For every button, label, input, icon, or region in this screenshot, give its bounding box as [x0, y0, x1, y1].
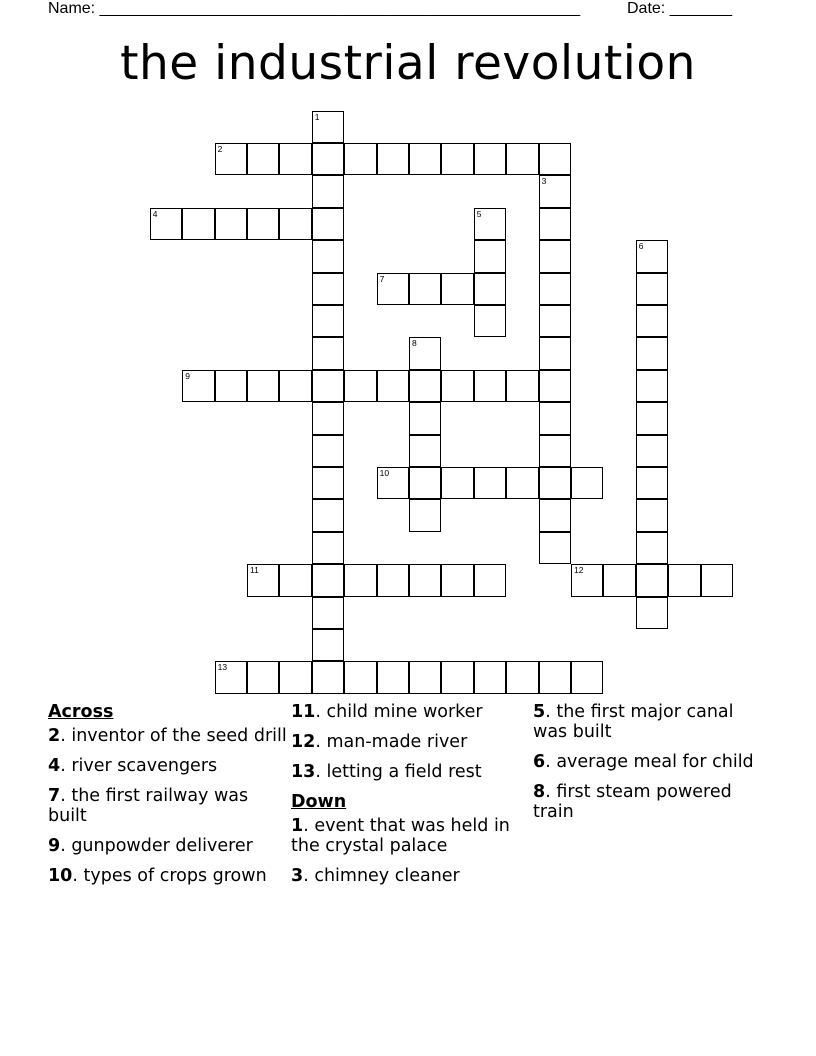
clue-dot: .: [545, 782, 557, 802]
grid-cell[interactable]: [409, 435, 441, 467]
grid-cell-number: 11: [250, 565, 259, 576]
grid-cell[interactable]: [279, 208, 311, 240]
grid-cell[interactable]: [409, 402, 441, 434]
grid-cell[interactable]: [247, 370, 279, 402]
clue-text: letting a field rest: [326, 762, 482, 782]
grid-cell[interactable]: [506, 143, 538, 175]
grid-cell[interactable]: [636, 337, 668, 369]
grid-cell[interactable]: [474, 564, 506, 596]
clue-dot: .: [60, 836, 72, 856]
grid-cell[interactable]: [506, 370, 538, 402]
grid-cell[interactable]: [441, 467, 473, 499]
grid-cell-number: 2: [217, 144, 223, 154]
grid-cell[interactable]: [344, 564, 376, 596]
grid-cell[interactable]: [539, 240, 571, 272]
clue-number: 2: [48, 726, 61, 746]
clue-dot: .: [303, 816, 315, 836]
grid-cell[interactable]: [539, 370, 571, 402]
grid-cell[interactable]: [312, 402, 344, 434]
clue-dot: .: [545, 702, 557, 722]
grid-cell[interactable]: [571, 661, 603, 693]
grid-cell[interactable]: [636, 564, 668, 596]
clue-text: man-made river: [326, 732, 468, 752]
clue-dot: .: [60, 726, 72, 746]
grid-cell[interactable]: [636, 435, 668, 467]
clue-text: average meal for child: [556, 752, 754, 772]
grid-cell[interactable]: [571, 467, 603, 499]
grid-cell[interactable]: [312, 111, 344, 143]
grid-cell[interactable]: [279, 661, 311, 693]
grid-cell[interactable]: [636, 597, 668, 629]
grid-cell[interactable]: [279, 370, 311, 402]
clue-down-8: [533, 782, 773, 822]
clue-dot: .: [72, 866, 84, 886]
grid-cell[interactable]: [474, 467, 506, 499]
grid-cell[interactable]: [377, 467, 409, 499]
grid-cell[interactable]: [441, 661, 473, 693]
grid-cell[interactable]: [539, 661, 571, 693]
grid-cell[interactable]: [441, 564, 473, 596]
grid-cell[interactable]: [539, 305, 571, 337]
grid-cell[interactable]: [636, 532, 668, 564]
grid-cell[interactable]: [312, 629, 344, 661]
grid-cell[interactable]: [539, 143, 571, 175]
grid-cell-number: 12: [574, 565, 584, 576]
grid-cell[interactable]: [636, 370, 668, 402]
grid-cell[interactable]: [182, 370, 214, 402]
grid-cell[interactable]: [247, 661, 279, 693]
clue-number: 12: [291, 732, 316, 752]
name-field: Name: ______________________________________________________: [48, 0, 581, 17]
clue-dot: .: [60, 786, 72, 806]
grid-cell[interactable]: [539, 499, 571, 531]
grid-cell[interactable]: [312, 661, 344, 693]
grid-cell[interactable]: [215, 661, 247, 693]
grid-cell[interactable]: [441, 370, 473, 402]
grid-cell[interactable]: [636, 467, 668, 499]
date-field: Date: _______: [627, 0, 732, 17]
clue-down-5: [533, 702, 773, 742]
clue-across-7: [48, 786, 288, 826]
clue-text: chimney cleaner: [314, 866, 460, 886]
grid-cell[interactable]: [539, 402, 571, 434]
clue-text: types of crops grown: [83, 866, 267, 886]
clue-across-10: [48, 866, 288, 886]
grid-cell[interactable]: [247, 143, 279, 175]
clue-number: 7: [48, 786, 61, 806]
grid-cell-number: 6: [638, 241, 644, 252]
clue-across-4: [48, 756, 288, 776]
clue-across-2: [48, 726, 288, 746]
grid-cell[interactable]: [474, 370, 506, 402]
grid-cell[interactable]: [474, 143, 506, 175]
grid-cell[interactable]: [506, 467, 538, 499]
across-heading: Across: [48, 702, 114, 722]
grid-cell[interactable]: [377, 143, 409, 175]
clue-down-3: [291, 866, 531, 886]
grid-cell[interactable]: [312, 273, 344, 305]
grid-cell[interactable]: [539, 532, 571, 564]
clue-text: river scavengers: [71, 756, 218, 776]
clue-number: 8: [533, 782, 546, 802]
grid-cell[interactable]: [409, 337, 441, 369]
grid-cell[interactable]: [182, 208, 214, 240]
grid-cell[interactable]: [409, 370, 441, 402]
clue-text: the first railway was built: [48, 786, 249, 826]
grid-cell[interactable]: [441, 143, 473, 175]
grid-cell[interactable]: [506, 661, 538, 693]
grid-cell[interactable]: [279, 143, 311, 175]
grid-cell[interactable]: [344, 143, 376, 175]
clue-number: 9: [48, 836, 61, 856]
clue-number: 10: [48, 866, 73, 886]
grid-cell[interactable]: [312, 175, 344, 207]
grid-cell[interactable]: [312, 305, 344, 337]
grid-cell[interactable]: [571, 564, 603, 596]
grid-cell[interactable]: [215, 370, 247, 402]
clue-dot: .: [545, 752, 557, 772]
clue-number: 5: [533, 702, 546, 722]
grid-cell[interactable]: [668, 564, 700, 596]
grid-cell[interactable]: [539, 435, 571, 467]
clue-across-12: [291, 732, 531, 752]
grid-cell[interactable]: [474, 208, 506, 240]
grid-cell[interactable]: [539, 337, 571, 369]
grid-cell[interactable]: [312, 467, 344, 499]
grid-cell[interactable]: [409, 499, 441, 531]
grid-cell-number: 3: [541, 176, 547, 187]
grid-cell[interactable]: [539, 467, 571, 499]
clue-across-11: [291, 702, 531, 722]
clue-text: gunpowder deliverer: [71, 836, 253, 856]
grid-cell[interactable]: [312, 532, 344, 564]
grid-cell[interactable]: [312, 370, 344, 402]
clue-column-2: [291, 702, 531, 886]
grid-cell[interactable]: [377, 661, 409, 693]
grid-cell[interactable]: [409, 564, 441, 596]
grid-cell[interactable]: [312, 597, 344, 629]
grid-cell[interactable]: [312, 435, 344, 467]
clue-dot: .: [315, 762, 327, 782]
clue-text: the first major canal was built: [533, 702, 734, 742]
grid-cell[interactable]: [539, 175, 571, 207]
clue-text: inventor of the seed drill: [71, 726, 287, 746]
grid-cell[interactable]: [377, 564, 409, 596]
grid-cell[interactable]: [312, 240, 344, 272]
grid-cell[interactable]: [312, 499, 344, 531]
grid-cell[interactable]: [474, 661, 506, 693]
grid-cell[interactable]: [539, 208, 571, 240]
clue-dot: .: [315, 702, 327, 722]
clue-number: 1: [291, 816, 304, 836]
grid-cell[interactable]: [377, 273, 409, 305]
grid-cell[interactable]: [636, 273, 668, 305]
grid-cell[interactable]: [409, 661, 441, 693]
grid-cell[interactable]: [539, 273, 571, 305]
clue-text: child mine worker: [326, 702, 483, 722]
grid-cell[interactable]: [636, 305, 668, 337]
clue-column-3: [533, 702, 773, 822]
grid-cell[interactable]: [474, 240, 506, 272]
down-heading: Down: [291, 792, 347, 812]
grid-cell-number: 1: [314, 111, 320, 122]
grid-cell[interactable]: [441, 273, 473, 305]
grid-cell-number: 5: [476, 208, 482, 219]
grid-cell[interactable]: [215, 208, 247, 240]
grid-cell[interactable]: [636, 240, 668, 272]
grid-cell[interactable]: [377, 370, 409, 402]
clue-down-6: [533, 752, 773, 772]
grid-cell[interactable]: [344, 370, 376, 402]
clue-dot: .: [60, 756, 72, 776]
clue-number: 3: [291, 866, 304, 886]
grid-cell[interactable]: [150, 208, 182, 240]
clue-text: first steam powered train: [533, 782, 732, 822]
grid-cell-number: 10: [379, 468, 390, 478]
clue-down-1: [291, 816, 531, 856]
grid-cell-number: 9: [185, 370, 190, 381]
clue-text: event that was held in the crystal palace: [291, 816, 510, 856]
grid-cell[interactable]: [636, 499, 668, 531]
grid-cell[interactable]: [312, 564, 344, 596]
grid-cell-number: 7: [379, 273, 385, 284]
grid-cell[interactable]: [312, 337, 344, 369]
grid-cell[interactable]: [215, 143, 247, 175]
grid-cell-number: 8: [412, 338, 417, 349]
grid-cell[interactable]: [279, 564, 311, 596]
clue-dot: .: [315, 732, 327, 752]
grid-cell-number: 4: [152, 208, 158, 219]
grid-cell[interactable]: [636, 402, 668, 434]
grid-cell[interactable]: [409, 273, 441, 305]
grid-cell[interactable]: [247, 564, 279, 596]
clue-number: 13: [291, 762, 316, 782]
grid-cell[interactable]: [344, 661, 376, 693]
clue-column-1: [48, 702, 288, 886]
grid-cell[interactable]: [409, 143, 441, 175]
grid-cell[interactable]: [247, 208, 279, 240]
clue-dot: .: [303, 866, 315, 886]
grid-cell[interactable]: [603, 564, 635, 596]
grid-cell[interactable]: [312, 208, 344, 240]
clue-number: 4: [48, 756, 61, 776]
grid-cell[interactable]: [312, 143, 344, 175]
clue-across-13: [291, 762, 531, 782]
grid-cell[interactable]: [474, 273, 506, 305]
grid-cell[interactable]: [474, 305, 506, 337]
clue-number: 11: [291, 702, 316, 722]
clue-number: 6: [533, 752, 546, 772]
grid-cell-number: 13: [217, 662, 228, 673]
grid-cell[interactable]: [409, 467, 441, 499]
grid-cell[interactable]: [701, 564, 733, 596]
clue-across-9: [48, 836, 288, 856]
page-title: the industrial revolution: [120, 36, 696, 91]
